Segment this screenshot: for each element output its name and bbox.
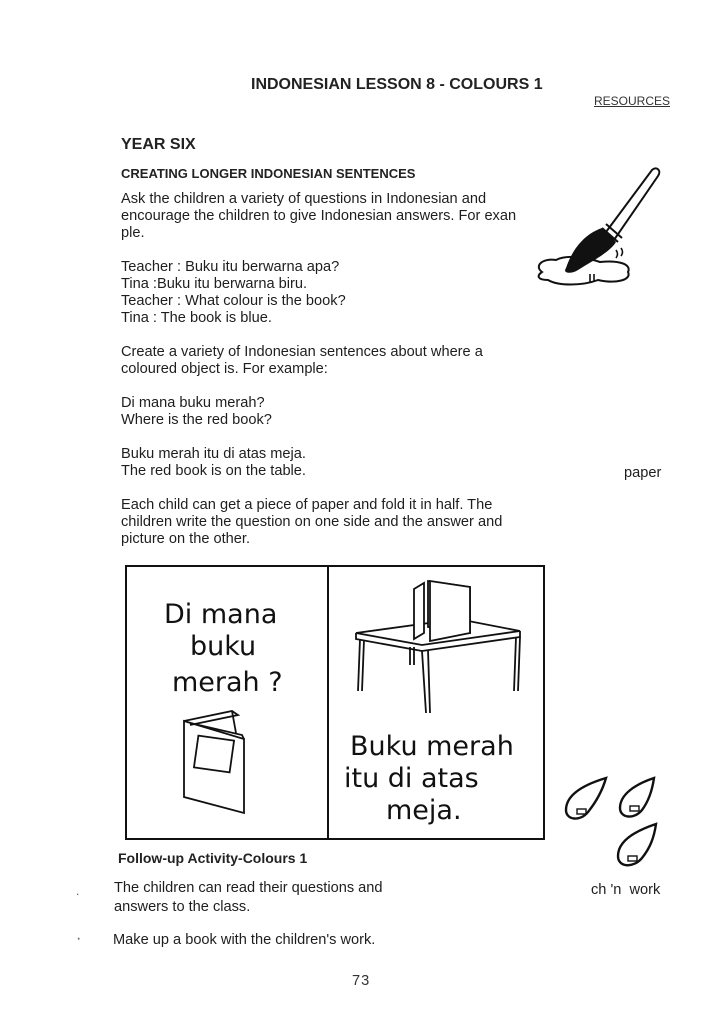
text-line: Buku merah itu di atas meja.	[121, 446, 306, 462]
year-heading: YEAR SIX	[121, 136, 196, 153]
page-title: INDONESIAN LESSON 8 - COLOURS 1	[251, 76, 543, 93]
resource-paper: paper	[624, 465, 662, 481]
handwritten-answer-line: itu di atas	[344, 763, 479, 794]
example-question	[121, 395, 272, 429]
resource-childrens-work: ch 'n work	[591, 882, 661, 898]
dialogue-block	[121, 259, 346, 327]
follow-up-item	[113, 931, 375, 950]
dialogue-line: Teacher : Buku itu berwarna apa?	[121, 259, 340, 275]
bullet-marker: .	[76, 884, 80, 898]
text-line: ple.	[121, 225, 145, 241]
handwritten-question-line: Di mana	[164, 599, 278, 630]
follow-up-item	[114, 879, 383, 917]
dialogue-line: Teacher : What colour is the book?	[121, 293, 346, 309]
text-line: Ask the children a variety of questions in Indonesian and	[121, 191, 487, 207]
text-line: coloured object is. For example:	[121, 361, 328, 377]
follow-up-heading: Follow-up Activity-Colours 1	[118, 850, 308, 866]
text-line: children write the question on one side and the answer and	[121, 514, 503, 530]
intro-paragraph	[121, 191, 516, 242]
dialogue-line: Tina : The book is blue.	[121, 310, 272, 326]
section-heading: CREATING LONGER INDONESIAN SENTENCES	[121, 166, 416, 181]
text-line: The red book is on the table.	[121, 463, 306, 479]
handwritten-question-line: merah ?	[172, 667, 283, 698]
instructions-paragraph	[121, 497, 502, 548]
resources-heading: RESOURCES	[594, 94, 671, 108]
folded-paper-illustration	[124, 563, 548, 843]
paint-drops-icon	[560, 772, 670, 877]
text-line: Make up a book with the children's work.	[113, 932, 376, 948]
handwritten-answer-line: Buku merah	[350, 731, 514, 762]
page-number: 73	[352, 973, 371, 989]
text-line: Each child can get a piece of paper and fold it in half. The	[121, 497, 493, 513]
create-paragraph	[121, 344, 483, 378]
text-line: answers to the class.	[114, 899, 251, 915]
handwritten-answer-line: meja.	[386, 795, 462, 826]
dialogue-line: Tina :Buku itu berwarna biru.	[121, 276, 308, 292]
text-line: The children can read their questions and	[114, 880, 383, 896]
paintbrush-icon	[528, 162, 668, 302]
bullet-marker: ·	[76, 930, 82, 947]
standing-book-drawing	[414, 581, 470, 641]
text-line: Create a variety of Indonesian sentences about where a	[121, 344, 483, 360]
text-line: Where is the red book?	[121, 412, 272, 428]
example-answer	[121, 446, 306, 480]
handwritten-question-line: buku	[190, 631, 257, 662]
text-line: picture on the other.	[121, 531, 250, 547]
text-line: encourage the children to give Indonesian answers. For exan	[121, 208, 517, 224]
text-line: Di mana buku merah?	[121, 395, 265, 411]
